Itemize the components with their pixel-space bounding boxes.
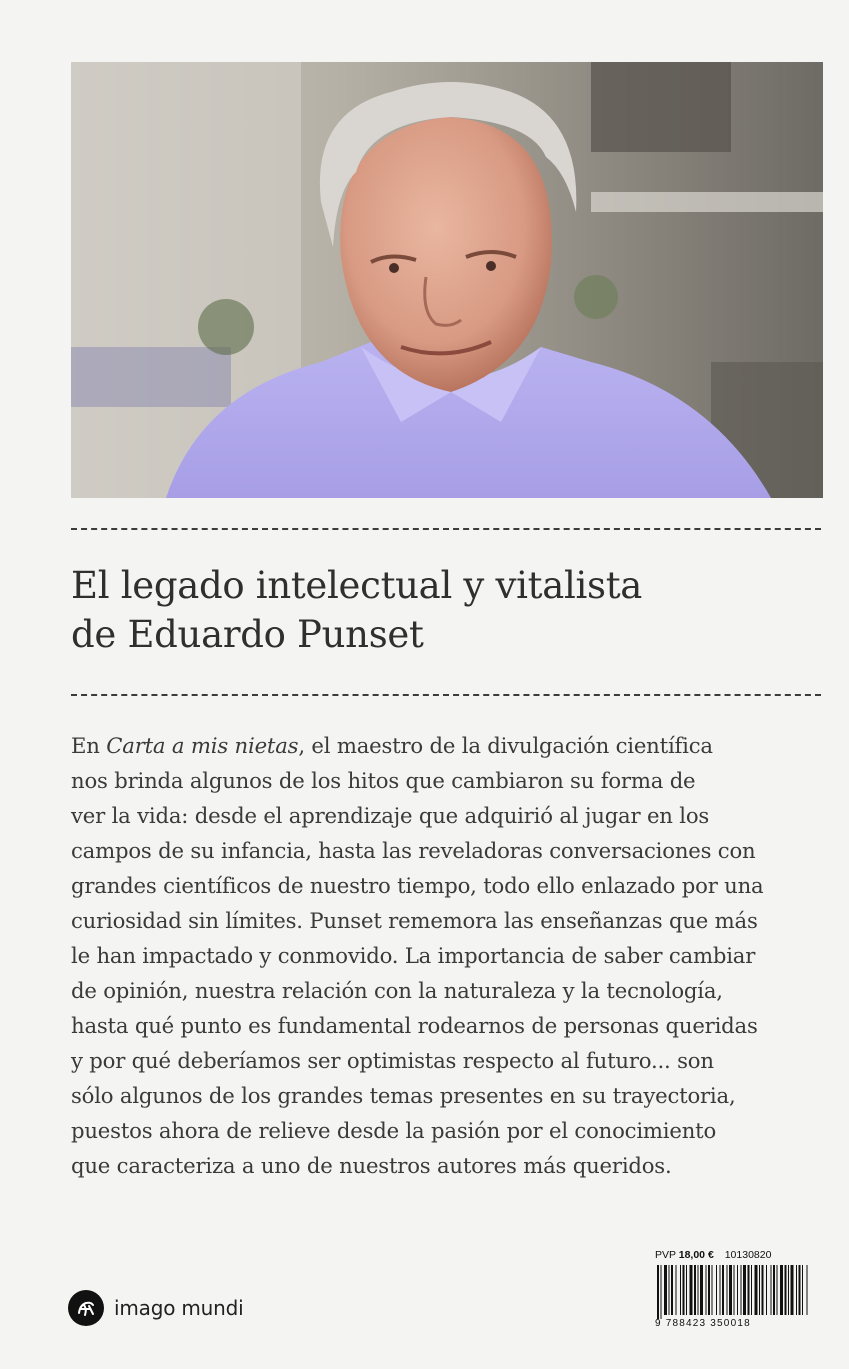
blurb-line: le han impactado y conmovido. La importancia de saber cambiar	[71, 943, 756, 968]
barcode-bar	[669, 1265, 670, 1315]
barcode-bar	[785, 1265, 787, 1315]
barcode-bar	[807, 1265, 808, 1315]
barcode-bar	[680, 1265, 681, 1315]
price-line	[655, 1248, 815, 1262]
barcode-bar	[671, 1265, 673, 1315]
barcode-bar	[771, 1265, 772, 1315]
barcode-bar	[748, 1265, 750, 1315]
blurb-line: de opinión, nuestra relación con la naturaleza y la tecnología,	[71, 978, 723, 1003]
publisher-logo-icon	[68, 1290, 104, 1326]
barcode-bar	[773, 1265, 775, 1315]
barcode-bar	[690, 1265, 693, 1315]
publisher-brand	[68, 1288, 243, 1328]
barcode-block	[655, 1248, 815, 1334]
barcode-bar	[734, 1265, 735, 1315]
barcode-bar	[722, 1265, 724, 1315]
blurb-text	[71, 728, 849, 1183]
barcode-bar	[657, 1265, 659, 1319]
barcode-bar	[759, 1265, 760, 1315]
barcode-bar	[712, 1265, 713, 1315]
headline-line-1: El legado intelectual y vitalista	[71, 564, 643, 607]
blurb-line-suffix: , el maestro de la divulgación científica	[298, 733, 713, 758]
barcode-bar	[766, 1265, 767, 1315]
barcode-bar	[788, 1265, 789, 1315]
barcode-bar	[698, 1265, 699, 1315]
pvp-label: PVP	[655, 1249, 676, 1261]
blurb-line: campos de su infancia, hasta las reveladoras conversaciones con	[71, 838, 756, 863]
barcode-bar	[727, 1265, 728, 1315]
barcode-bar	[762, 1265, 764, 1315]
barcode-bar	[716, 1265, 717, 1315]
blurb-line	[71, 728, 849, 763]
dashed-divider-bottom	[71, 694, 821, 696]
isbn-number: 9 788423 350018	[655, 1318, 751, 1329]
blurb-line: nos brinda algunos de los hitos que cambiaron su forma de	[71, 768, 696, 793]
headline-line-2: de Eduardo Punset	[71, 613, 424, 656]
barcode-bar	[729, 1265, 732, 1315]
barcode-bar	[802, 1265, 803, 1315]
dashed-divider-top	[71, 528, 821, 530]
barcode-bar	[694, 1265, 696, 1315]
barcode-bar	[683, 1265, 685, 1315]
portrait-image	[71, 62, 823, 498]
barcode-bar	[661, 1265, 662, 1319]
publisher-name: imago mundi	[114, 1296, 244, 1320]
book-title-italic: Carta a mis nietas	[106, 733, 299, 758]
barcode-bar	[676, 1265, 677, 1315]
barcode-bar	[796, 1265, 797, 1315]
blurb-line: puestos ahora de relieve desde la pasión por el conocimiento	[71, 1118, 717, 1143]
barcode-bar	[780, 1265, 783, 1315]
blurb-line: sólo algunos de los grandes temas presentes en su trayectoria,	[71, 1083, 736, 1108]
barcode-bars	[655, 1265, 813, 1319]
author-portrait-photo	[71, 62, 823, 498]
barcode-bar	[737, 1265, 738, 1315]
barcode-bar	[720, 1265, 721, 1315]
price-value: 18,00 €	[678, 1249, 714, 1261]
blurb-line: grandes científicos de nuestro tiempo, todo ello enlazado por una	[71, 873, 764, 898]
barcode-bar	[751, 1265, 752, 1315]
barcode-bar	[791, 1265, 794, 1315]
blurb-line: y por qué deberíamos ser optimistas respecto al futuro... son	[71, 1048, 714, 1073]
barcode-bar	[664, 1265, 667, 1315]
barcode-bar	[708, 1265, 710, 1315]
blurb-line-prefix: En	[71, 733, 107, 758]
blurb-line: hasta qué punto es fundamental rodearnos de personas queridas	[71, 1013, 758, 1038]
blurb-line: curiosidad sin límites. Punset rememora las enseñanzas que más	[71, 908, 758, 933]
barcode-bar	[799, 1265, 801, 1315]
barcode-bar	[755, 1265, 758, 1315]
barcode-bar	[686, 1265, 687, 1315]
blurb-line: ver la vida: desde el aprendizaje que adquirió al jugar en los	[71, 803, 710, 828]
barcode-bar	[777, 1265, 778, 1315]
barcode-bar	[706, 1265, 707, 1315]
barcode-bar	[700, 1265, 703, 1315]
barcode-bar	[743, 1265, 746, 1315]
barcode-bar	[741, 1265, 742, 1315]
blurb-line: que caracteriza a uno de nuestros autores más queridos.	[71, 1153, 672, 1178]
product-code: 10130820	[724, 1249, 772, 1261]
headline	[71, 561, 831, 659]
